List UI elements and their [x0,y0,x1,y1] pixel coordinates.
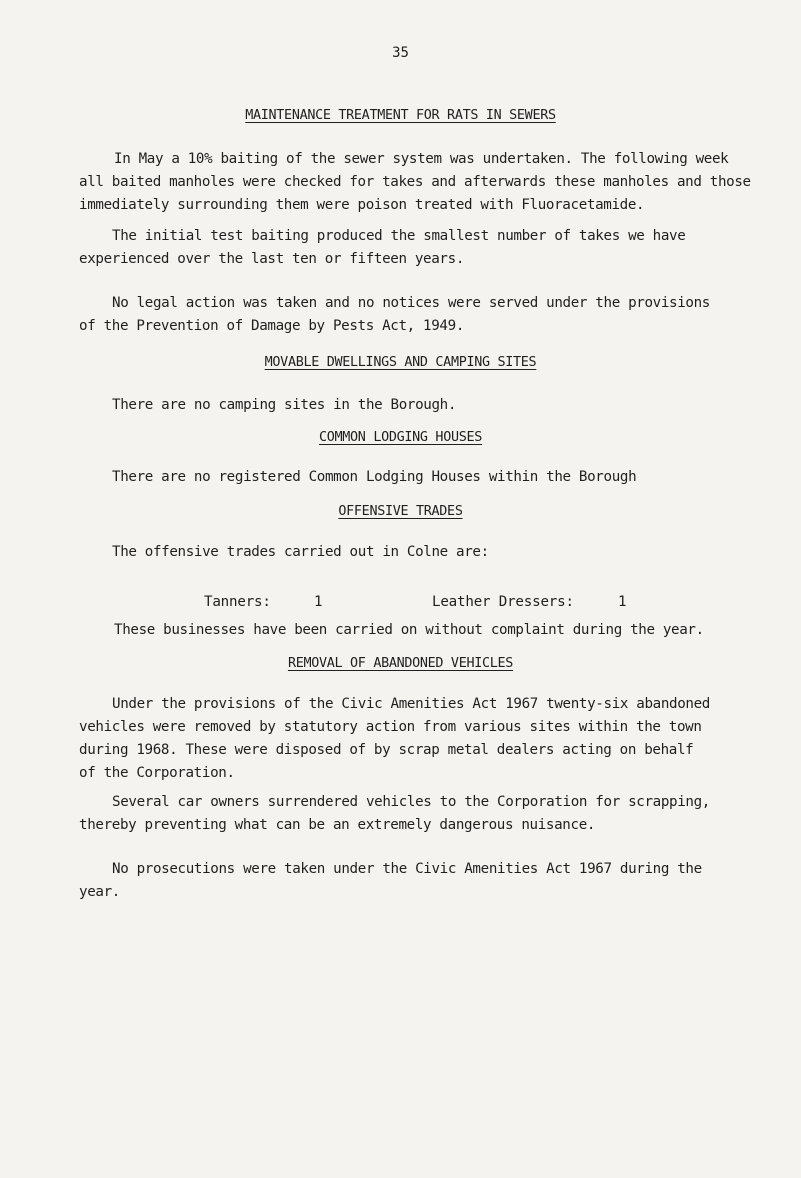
paragraph-legal-action: No legal action was taken and no notices were served under the provisions of the Prevention of Damage by Pests Act, 1949. [79,295,710,334]
paragraph-civic-amenities: Under the provisions of the Civic Amenities Act 1967 twenty-six abandoned vehicles were removed by statutory action from various sites within the town during 1968. These were disposed of by scrap metal dealers acting on behalf of the Corporation. [79,696,710,781]
trade-dressers-label: Leather Dressers: [432,594,574,610]
paragraph-initial-baiting: The initial test baiting produced the smallest number of takes we have experienced over the last ten or fifteen years. [79,228,686,267]
paragraph-camping-sites: There are no camping sites in the Borough. [112,397,457,413]
heading-abandoned-vehicles: REMOVAL OF ABANDONED VEHICLES [287,656,514,671]
heading-common-lodging: COMMON LODGING HOUSES [319,430,482,445]
heading-offensive-trades: OFFENSIVE TRADES [338,504,463,519]
paragraph-car-owners: Several car owners surrendered vehicles to the Corporation for scrapping, thereby preventing what can be an extremely dangerous nuisance. [79,794,710,833]
paragraph-businesses: These businesses have been carried on without complaint during the year. [114,622,704,638]
paragraph-lodging-houses: There are no registered Common Lodging Houses within the Borough [112,469,637,485]
trade-dressers-count: 1 [618,594,627,610]
heading-rats-treatment: MAINTENANCE TREATMENT FOR RATS IN SEWERS [245,108,556,123]
paragraph-offensive-intro: The offensive trades carried out in Colne are: [112,544,489,560]
page-number: 35 [392,45,409,61]
paragraph-prosecutions: No prosecutions were taken under the Civic Amenities Act 1967 during the year. [79,861,702,900]
trade-tanners-count: 1 [314,594,323,610]
heading-movable-dwellings: MOVABLE DWELLINGS AND CAMPING SITES [264,355,537,370]
paragraph-rats-baiting: In May a 10% baiting of the sewer system was undertaken. The following week all baited manholes were checked for takes and afterwards these manholes and those immediately surrounding them were poison treated with Fluoracetamide. [79,151,751,213]
trade-tanners-label: Tanners: [204,594,271,610]
